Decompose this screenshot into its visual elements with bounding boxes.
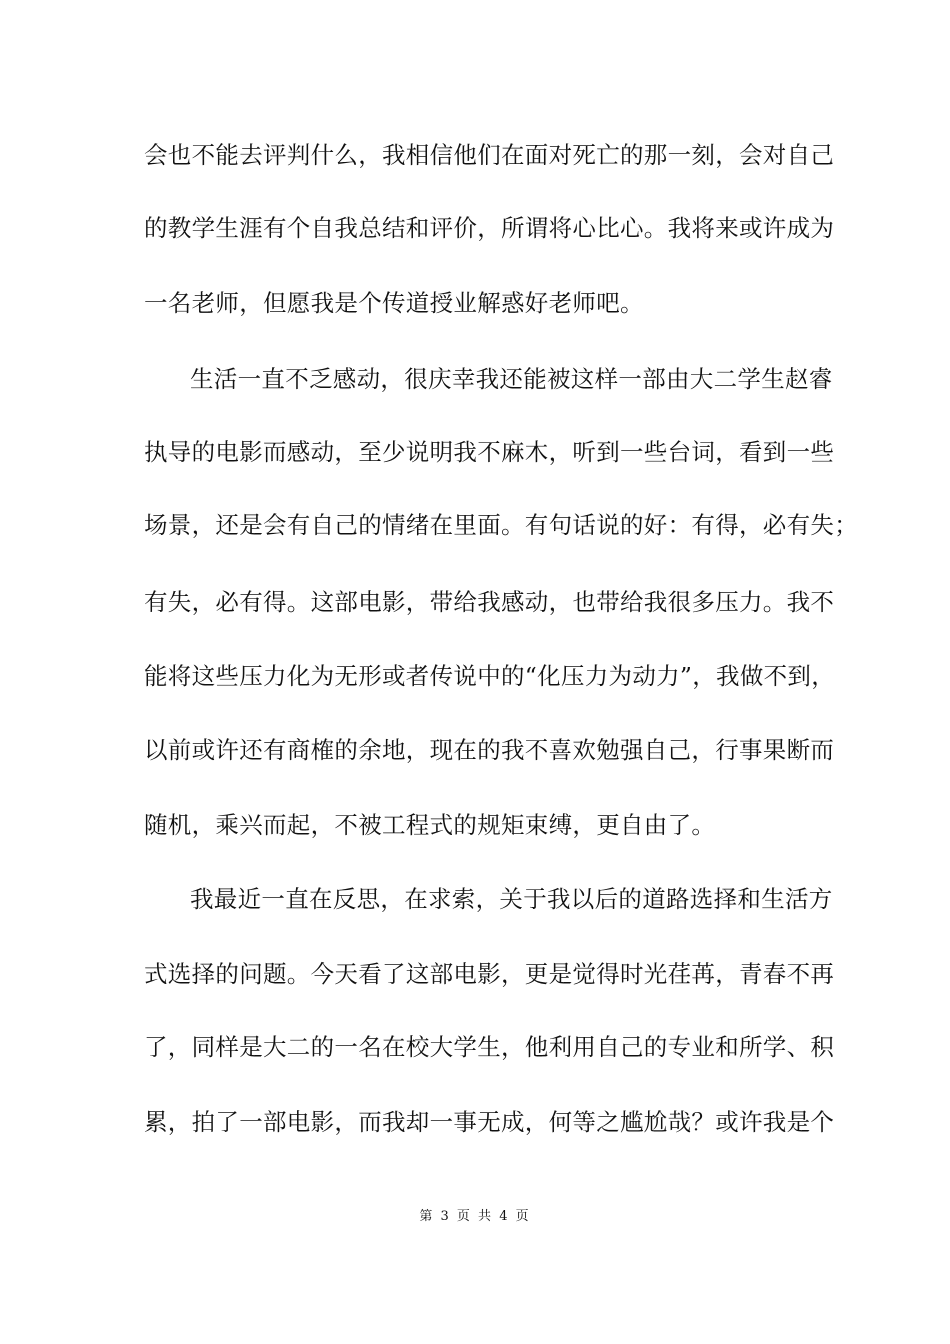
text-line: 能将这些压力化为无形或者传说中的“化压力为动力”，我做不到， bbox=[144, 662, 836, 690]
text-line: 会也不能去评判什么，我相信他们在面对死亡的那一刻，会对自己 bbox=[144, 141, 835, 169]
text-line: 累，拍了一部电影，而我却一事无成，何等之尴尬哉？或许我是个 bbox=[144, 1108, 835, 1136]
text-line: 执导的电影而感动，至少说明我不麻木，听到一些台词，看到一些 bbox=[144, 438, 835, 466]
text-line: 一名老师，但愿我是个传道授业解惑好老师吧。 bbox=[144, 289, 644, 317]
text-line: 式选择的问题。今天看了这部电影，更是觉得时光荏苒，青春不再 bbox=[144, 960, 835, 988]
text-line: 了，同样是大二的一名在校大学生，他利用自己的专业和所学、积 bbox=[144, 1033, 835, 1061]
page-number-footer: 第 3 页 共 4 页 bbox=[419, 1209, 531, 1224]
text-line: 以前或许还有商榷的余地，现在的我不喜欢勉强自己，行事果断而 bbox=[144, 736, 835, 764]
paragraph-first-line: 生活一直不乏感动，很庆幸我还能被这样一部由大二学生赵睿 bbox=[190, 365, 833, 393]
text-line: 场景，还是会有自己的情绪在里面。有句话说的好：有得，必有失； bbox=[144, 511, 858, 539]
text-line: 随机，乘兴而起，不被工程式的规矩束缚，更自由了。 bbox=[144, 811, 716, 839]
text-line: 的教学生涯有个自我总结和评价，所谓将心比心。我将来或许成为 bbox=[144, 214, 835, 242]
text-line: 有失，必有得。这部电影，带给我感动，也带给我很多压力。我不 bbox=[144, 588, 835, 616]
paragraph-first-line: 我最近一直在反思，在求索，关于我以后的道路选择和生活方 bbox=[190, 885, 833, 913]
